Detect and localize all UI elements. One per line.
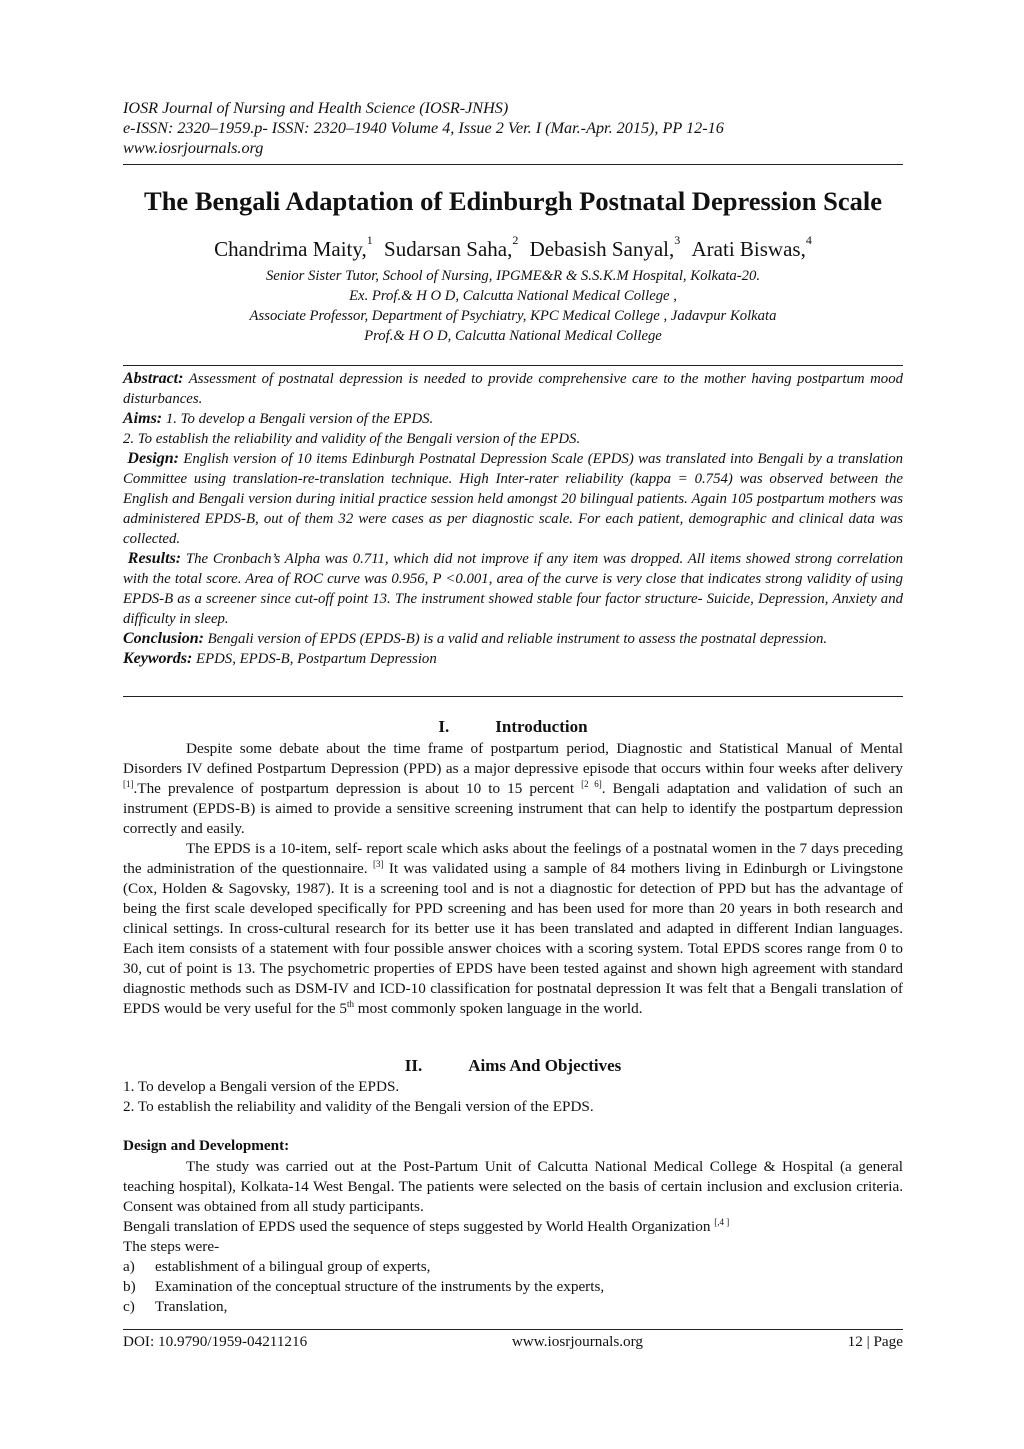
conclusion-paragraph: Conclusion: Bengali version of EPDS (EPDS-B) is a valid and reliable instrument to assess the postnatal depression. <box>123 630 828 647</box>
author: Arati Biswas,$^4$ <box>691 233 812 261</box>
header-divider <box>123 164 903 165</box>
abstract-top-divider <box>123 365 903 366</box>
affiliation: Prof.& H O D, Calcutta National Medical College <box>364 328 662 344</box>
aims-list-item: 1. To develop a Bengali version of the EPDS. <box>123 1078 400 1095</box>
author-list <box>123 233 903 262</box>
page-footer <box>123 1333 903 1351</box>
journal-name: IOSR Journal of Nursing and Health Science (IOSR-JNHS) <box>123 99 509 117</box>
footer-divider <box>123 1329 903 1330</box>
aims-item: 2. To establish the reliability and validity of the Bengali version of the EPDS. <box>123 431 581 447</box>
abstract-paragraph: Abstract: Assessment of postnatal depression is needed to provide comprehensive care to the mother having postpartum mood disturbances. <box>123 370 903 407</box>
affiliation: Senior Sister Tutor, School of Nursing, IPGME&R & S.S.K.M Hospital, Kolkata-20. <box>265 268 761 284</box>
aims-paragraph: Aims: 1. To develop a Bengali version of the EPDS. <box>123 410 434 427</box>
footer-doi: DOI: 10.9790/1959-04211216 <box>123 1333 308 1350</box>
abstract-bottom-divider <box>123 696 903 697</box>
step-item: a) establishment of a bilingual group of experts, <box>123 1258 431 1275</box>
affiliation: Associate Professor, Department of Psychiatry, KPC Medical College , Jadavpur Kolkata <box>249 308 777 324</box>
author: Chandrima Maity,$^1$ <box>214 233 373 261</box>
affiliation: Ex. Prof.& H O D, Calcutta National Medical College , <box>349 288 677 304</box>
design-body <box>123 1157 903 1317</box>
footer-website: www.iosrjournals.org <box>511 1333 644 1350</box>
design-paragraph: The steps were- <box>123 1238 220 1255</box>
section-heading-introduction: I. Introduction <box>438 717 588 736</box>
design-paragraph: Design: English version of 10 items Edinburgh Postnatal Depression Scale (EPDS) was translated into Bengali by a translation Committee using translation-re-translation technique. High Inter-rater reliability (kappa = 0.754) was observed between the English and Bengali version during initial practice session held amongst 20 bilingual patients. Again 105 postpartum mothers was administered EPDS-B, out of them 32 were cases as per diagnostic scale. For each patient, demographic and clinical data was collected. <box>123 450 904 547</box>
affiliations <box>123 266 903 346</box>
design-paragraph: Bengali translation of EPDS used the sequence of steps suggested by World Health Organization [,4 ] <box>123 1216 730 1235</box>
author: Sudarsan Saha,$^2$ <box>384 233 519 261</box>
results-paragraph: Results: The Cronbach’s Alpha was 0.711, which did not improve if any item was dropped. All items showed strong correlation with the total score. Area of ROC curve was 0.956, P <0.001, area of the curve is very close that indicates strong validity of using EPDS-B as a screener since cut-off point 13. The instrument showed stable four factor structure- Suicide, Depression, Anxiety and difficulty in sleep. <box>123 550 903 627</box>
section-heading-aims: II. Aims And Objectives <box>404 1056 622 1075</box>
design-paragraph: The study was carried out at the Post-Partum Unit of Calcutta National Medical College & Hospital (a general teaching hospital), Kolkata-14 West Bengal. The patients were selected on the basis of certain inclusion and exclusion criteria. Consent was obtained from all study participants. <box>123 1158 903 1215</box>
aims-list-item: 2. To establish the reliability and validity of the Bengali version of the EPDS. <box>123 1098 594 1115</box>
paper-title: The Bengali Adaptation of Edinburgh Postnatal Depression Scale <box>144 186 882 216</box>
intro-paragraph: The EPDS is a 10-item, self- report scale which asks about the feelings of a postnatal women in the 7 days preceding the administration of the questionnaire. [3] It was validated using a sample of 84 mothers living in Edinburgh or Livingstone (Cox, Holden & Sagovsky, 1987). It is a screening tool and is not a diagnostic for detection of PPD but has the advantage of being the first scale developed specifically for PPD screening and has been used for more than 20 years in both research and clinical settings. In cross-cultural research for its better use it has been translated and adapted in different Indian languages. Each item consists of a statement with four possible answer choices with a scoring system. Total EPDS scores range from 0 to 30, cut of point is 13. The psychometric properties of EPDS have been tested against and shown high agreement with standard diagnostic methods such as DSM-IV and ICD-10 classification for postnatal depression It was felt that a Bengali translation of EPDS would be very useful for the 5th most commonly spoken language in the world. <box>123 840 903 1017</box>
journal-issn: e-ISSN: 2320–1959.p- ISSN: 2320–1940 Volume 4, Issue 2 Ver. I (Mar.-Apr. 2015), PP 12-16 <box>123 119 724 137</box>
design-heading: Design and Development: <box>123 1137 290 1154</box>
abstract-block <box>123 369 903 669</box>
keywords-paragraph: Keywords: EPDS, EPDS-B, Postpartum Depression <box>123 650 437 667</box>
journal-header <box>123 98 903 158</box>
step-item: c) Translation, <box>123 1298 228 1315</box>
footer-page-number: 12 | Page <box>847 1333 903 1350</box>
aims-body <box>123 1077 903 1117</box>
journal-website: www.iosrjournals.org <box>123 139 264 157</box>
introduction-body <box>123 739 903 1019</box>
step-item: b) Examination of the conceptual structure of the instruments by the experts, <box>123 1278 605 1295</box>
author: Debasish Sanyal,$^3$ <box>529 233 681 261</box>
intro-paragraph: Despite some debate about the time frame of postpartum period, Diagnostic and Statistical Manual of Mental Disorders IV defined Postpartum Depression (PPD) as a major depressive episode that occurs within four weeks after delivery [1].The prevalence of postpartum depression is about 10 to 15 percent [2 6]. Bengali adaptation and validation of such an instrument (EPDS-B) is aimed to provide a sensitive screening instrument that can help to identify the postpartum depression correctly and easily. <box>123 740 903 837</box>
